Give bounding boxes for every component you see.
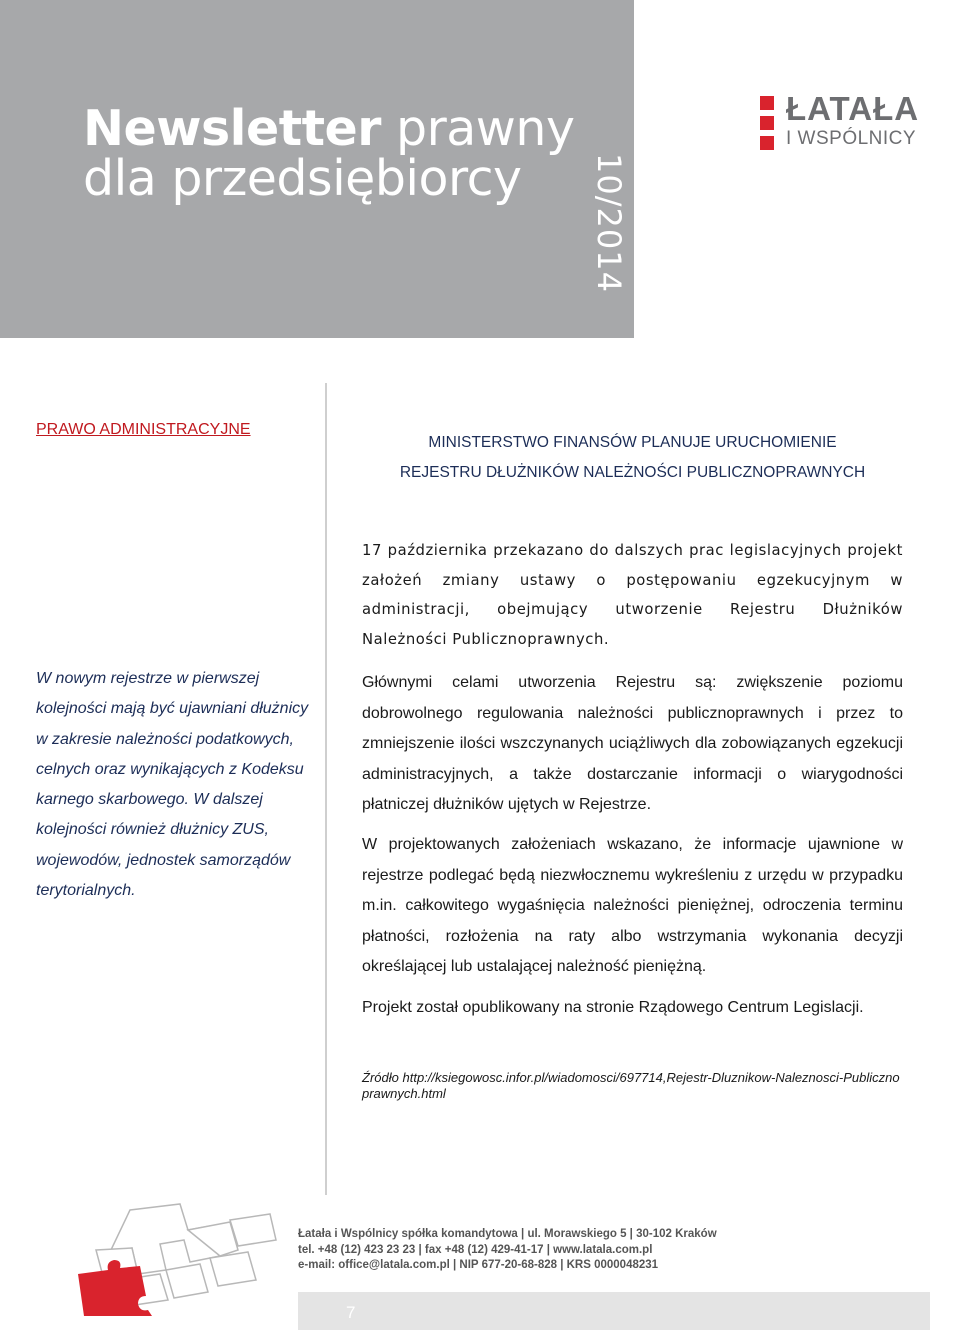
puzzle-icon <box>60 1200 280 1318</box>
article-paragraph: W projektowanych założeniach wskazano, że informacje ujawnione w rejestrze podlegać będą niezwłocznemu wykreśleniu z urzędu w przypadku m.in. całkowitego wygaśnięcia należności pieniężnej, odroczenia terminu płatności, rozłożenia na raty albo wstrzymania wykonania decyzji określającej lub ustalającej należność pieniężną. <box>362 836 903 975</box>
logo-name: ŁATAŁA <box>786 90 920 127</box>
article-paragraph: Głównymi celami utworzenia Rejestru są: zwiększenie poziomu dobrowolnego regulowania należności publicznoprawnych i przez to zmniejszenie ilości wszczynanych uciążliwych dla zobowiązanych egzekucji administracyjnych, a także dostarczanie informacji o wiarygodności płatniczej dłużników ujętych w Rejestrze. <box>362 674 903 813</box>
column-divider <box>325 383 327 1195</box>
article-title: MINISTERSTWO FINANSÓW PLANUJE URUCHOMIENIE REJESTRU DŁUŻNIKÓW NALEŻNOŚCI PUBLICZNOPRAWNYCH <box>399 434 866 481</box>
source-label: Źródło <box>362 1070 399 1085</box>
source-link[interactable]: http://ksiegowosc.infor.pl/wiadomosci/697714,Rejestr-Dluznikow-Naleznosci-Publicznoprawnych.html <box>362 1070 900 1101</box>
article-lead: 17 października przekazano do dalszych prac legislacyjnych projekt założeń zmiany ustawy o postępowaniu egzekucyjnym w administracji, obejmujący utworzenie Rejestru Dłużników Należności Publicznoprawnych. <box>362 542 903 648</box>
article-paragraph: Projekt został opublikowany na stronie Rządowego Centrum Legislacji. <box>362 999 864 1016</box>
logo-mark-icon <box>760 96 774 150</box>
page-band <box>298 1292 930 1330</box>
source-note <box>362 1070 903 1102</box>
header-band <box>0 0 634 338</box>
page-number: 7 <box>346 1303 356 1322</box>
pullquote: W nowym rejestrze w pierwszej kolejności mają być ujawniani dłużnicy w zakresie należności podatkowych, celnych oraz wynikających z Kodeksu karnego skarbowego. W dalszej kolejności również dłużnicy ZUS, wojewodów, jednostek samorządów terytorialnych. <box>36 670 309 900</box>
logo-subtitle: I WSPÓLNICY <box>786 128 917 149</box>
footer-contact: Łatała i Wspólnicy spółka komandytowa | ul. Morawskiego 5 | 30-102 Kraków tel. +48 (12) 423 23 23 | fax +48 (12) 429-41-17 | www.latala.com.pl e-mail: office@latala.com.pl | NIP 677-20-68-828 | KRS 0000048231 <box>298 1228 717 1271</box>
newsletter-subtitle: dla przedsiębiorcy <box>83 150 522 207</box>
issue-number: 10/2014 <box>590 153 628 293</box>
category-link[interactable]: PRAWO ADMINISTRACYJNE <box>36 421 251 438</box>
newsletter-title: Newsletter prawny <box>83 100 575 157</box>
